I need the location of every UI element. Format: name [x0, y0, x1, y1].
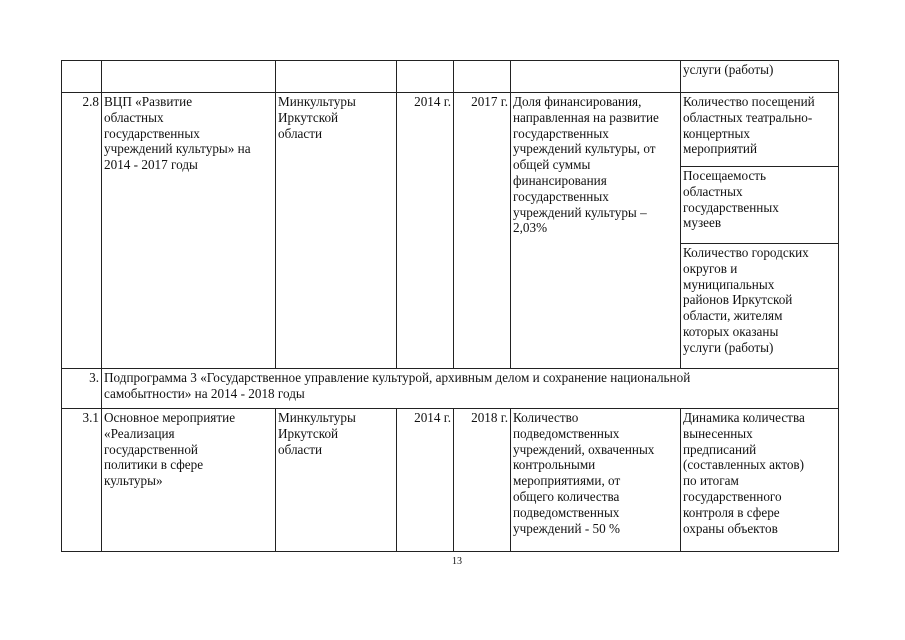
cell-indicator-museums: Посещаемость областных государственных музеев	[681, 167, 839, 244]
cell-name: Основное мероприятие «Реализация государственной политики в сфере культуры»	[102, 409, 276, 552]
table-row-2-8	[62, 93, 839, 167]
cell-start-year	[397, 61, 454, 93]
cell-num: 3.	[62, 369, 102, 409]
cell-executor	[276, 61, 397, 93]
cell-num: 2.8	[62, 93, 102, 369]
cell-executor: Минкультуры Иркутской области	[276, 409, 397, 552]
cell-result: Количество подведомственных учреждений, охваченных контрольными мероприятиями, от общего количества подведомственных учреждений - 50 %	[511, 409, 681, 552]
table-row-3-1	[62, 409, 839, 552]
cell-end-year	[454, 61, 511, 93]
cell-executor: Минкультуры Иркутской области	[276, 93, 397, 369]
cell-start-year: 2014 г.	[397, 409, 454, 552]
cell-end-year: 2017 г.	[454, 93, 511, 369]
cell-indicator-districts: Количество городских округов и муниципальных районов Иркутской области, жителям которых оказаны услуги (работы)	[681, 244, 839, 369]
page-number: 13	[452, 556, 462, 567]
cell-result	[511, 61, 681, 93]
cell-num	[62, 61, 102, 93]
cell-start-year: 2014 г.	[397, 93, 454, 369]
table-row-continuation	[62, 61, 839, 93]
program-table	[61, 60, 839, 552]
cell-indicator: Динамика количества вынесенных предписаний (составленных актов) по итогам государственного контроля в сфере охраны объектов	[681, 409, 839, 552]
cell-num: 3.1	[62, 409, 102, 552]
cell-name: ВЦП «Развитие областных государственных учреждений культуры» на 2014 - 2017 годы	[102, 93, 276, 369]
cell-subprogram-title: Подпрограмма 3 «Государственное управление культурой, архивным делом и сохранение национальной самобытности» на 2014 - 2018 годы	[102, 369, 839, 409]
cell-name	[102, 61, 276, 93]
cell-end-year: 2018 г.	[454, 409, 511, 552]
table-row-3	[62, 369, 839, 409]
cell-indicator: услуги (работы)	[681, 61, 839, 93]
cell-result: Доля финансирования, направленная на развитие государственных учреждений культуры, от общей суммы финансирования государственных учреждений культуры – 2,03%	[511, 93, 681, 369]
cell-indicator-visits: Количество посещений областных театрально- концертных мероприятий	[681, 93, 839, 167]
